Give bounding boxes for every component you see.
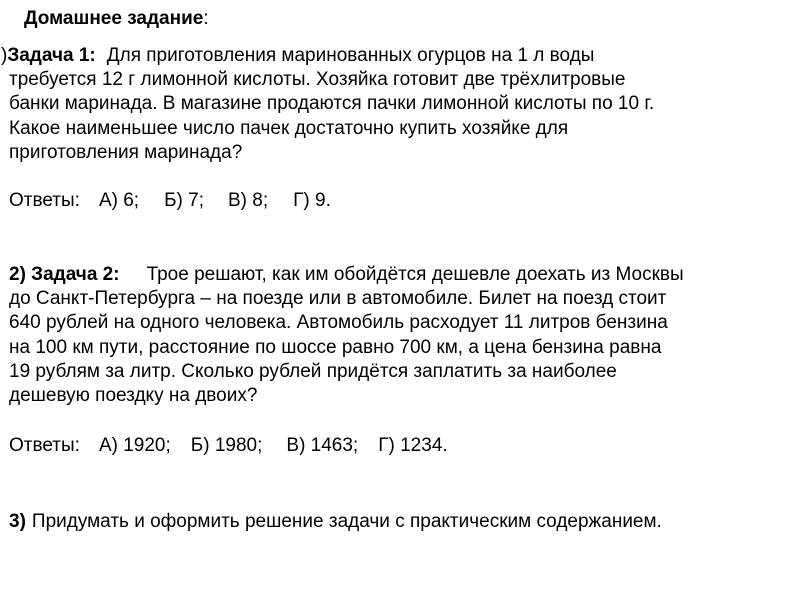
task-1-text-line: банки маринада. В магазине продаются пачки лимонной кислоты по 10 г.: [9, 93, 655, 115]
task-2-text-line: на 100 км пути, расстояние по шоссе равно 700 км, а цена бензина равна: [9, 336, 662, 358]
task-3-text: Придумать и оформить решение задачи с практическим содержанием.: [31, 511, 662, 532]
task-1-prefix: ): [1, 45, 8, 66]
page-title: [24, 7, 209, 31]
answer-option: Б) 1980;: [190, 435, 263, 456]
task-2-line-1: [9, 263, 684, 287]
task-1-text-line: Какое наименьшее число пачек достаточно купить хозяйке для: [9, 117, 569, 139]
task-1-text-line: требуется 12 г лимонной кислоты. Хозяйка готовит две трёхлитровые: [9, 69, 626, 91]
task-1-text-line: Для приготовления маринованных огурцов на 1 л воды: [106, 45, 595, 66]
answer-option: А) 1920;: [98, 435, 171, 456]
answers-label: Ответы:: [9, 435, 80, 456]
title-bold-text: Домашнее задание: [24, 8, 204, 29]
answers-label: Ответы:: [9, 190, 80, 211]
task-1: [1, 44, 654, 165]
task-3-label: 3): [9, 511, 26, 532]
task-2-answers: [9, 434, 448, 458]
title-colon: :: [203, 8, 209, 29]
answer-option: В) 8;: [227, 190, 269, 211]
task-2-text-line: 640 рублей на одного человека. Автомобиль расходует 11 литров бензина: [9, 312, 668, 334]
answer-option: Б) 7;: [164, 190, 204, 211]
task-2-label: 2) Задача 2:: [9, 264, 120, 285]
task-2-text-line: дешевую поездку на двоих?: [9, 385, 258, 407]
answer-option: Г) 1234.: [378, 435, 448, 456]
task-2: [9, 263, 684, 408]
task-1-line-1: [1, 44, 654, 68]
answer-option: Г) 9.: [293, 190, 331, 211]
task-2-text-line: 19 рублям за литр. Сколько рублей придётся заплатить за наиболее: [9, 360, 617, 382]
answer-option: В) 1463;: [286, 435, 359, 456]
task-3: [9, 510, 662, 534]
answer-option: А) 6;: [98, 190, 140, 211]
task-2-text-line: Трое решают, как им обойдётся дешевле доехать из Москвы: [146, 264, 684, 285]
task-1-label: Задача 1:: [7, 45, 96, 66]
task-1-text-line: приготовления маринада?: [9, 141, 243, 163]
task-2-text-line: до Санкт-Петербурга – на поезде или в автомобиле. Билет на поезд стоит: [9, 288, 667, 310]
task-1-answers: [9, 189, 331, 213]
